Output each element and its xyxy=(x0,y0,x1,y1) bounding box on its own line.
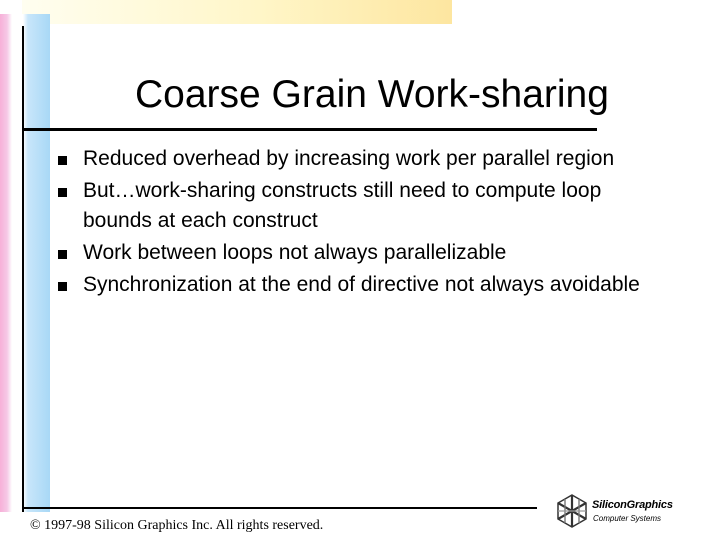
logo-wordmark: SiliconGraphics xyxy=(592,499,673,511)
side-decorative-band xyxy=(0,14,50,512)
footer-rule xyxy=(24,507,537,509)
logo-subtitle: Computer Systems xyxy=(593,514,662,523)
square-bullet-icon xyxy=(58,188,67,197)
bullet-text: Work between loops not always parallelizable xyxy=(83,241,507,264)
bullet-item xyxy=(56,270,656,300)
bullet-item xyxy=(56,238,656,268)
sgi-cube-logo-icon xyxy=(556,494,588,528)
bullet-text: Reduced overhead by increasing work per parallel region xyxy=(83,147,615,170)
bullet-text: Synchronization at the end of directive not always avoidable xyxy=(83,273,640,296)
square-bullet-icon xyxy=(58,282,67,291)
square-bullet-icon xyxy=(58,156,67,165)
slide-title: Coarse Grain Work-sharing xyxy=(135,73,609,116)
title-underline xyxy=(24,128,597,131)
bullet-list xyxy=(56,144,656,302)
copyright-notice: © 1997-98 Silicon Graphics Inc. All rights reserved. xyxy=(30,518,324,533)
bullet-item xyxy=(56,144,656,174)
left-vertical-rule xyxy=(22,26,24,512)
top-decorative-band xyxy=(22,0,452,24)
bullet-text: But…work-sharing constructs still need to compute loop bounds at each construct xyxy=(83,179,602,232)
company-logo xyxy=(556,494,696,532)
bullet-item xyxy=(56,176,656,236)
square-bullet-icon xyxy=(58,250,67,259)
